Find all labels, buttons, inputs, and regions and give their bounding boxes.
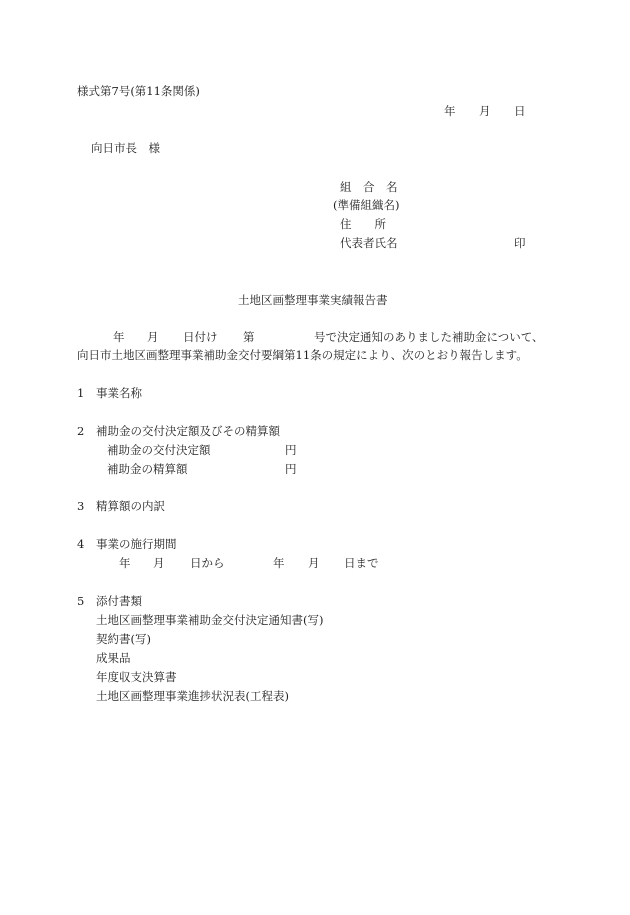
section-number: 3 xyxy=(77,499,85,513)
section-number: 4 xyxy=(77,537,85,551)
date-month: 月 xyxy=(479,104,491,118)
period-from-year: 年 xyxy=(119,556,131,570)
decision-amount-label: 補助金の交付決定額 xyxy=(107,443,211,457)
decision-amount-unit: 円 xyxy=(285,443,297,457)
intro-line2: 向日市土地区画整理事業補助金交付要綱第11条の規定により、次のとおり報告します。 xyxy=(77,348,528,362)
intro-number-prefix: 第 xyxy=(243,330,255,344)
settlement-amount-label: 補助金の精算額 xyxy=(107,462,188,476)
attachment-item: 土地区画整理事業補助金交付決定通知書(写) xyxy=(96,613,324,627)
section-heading: 精算額の内訳 xyxy=(96,499,165,513)
attachment-item: 年度収支決算書 xyxy=(96,670,177,684)
section-heading: 事業名称 xyxy=(96,386,142,400)
date-day: 日 xyxy=(514,104,526,118)
section-number: 2 xyxy=(77,424,85,438)
section-heading: 添付書類 xyxy=(96,594,142,608)
attachment-item: 成果品 xyxy=(96,651,131,665)
period-from-day: 日から xyxy=(190,556,225,570)
prep-org-name-label: (準備組織名) xyxy=(333,198,400,212)
intro-year: 年 xyxy=(113,330,125,344)
attachment-item: 契約書(写) xyxy=(96,632,151,646)
address-label: 住 所 xyxy=(340,217,386,231)
section-number: 5 xyxy=(77,594,85,608)
section-heading: 補助金の交付決定額及びその精算額 xyxy=(96,424,280,438)
form-number: 様式第7号(第11条関係) xyxy=(77,84,200,98)
section-heading: 事業の施行期間 xyxy=(96,537,177,551)
document-title: 土地区画整理事業実績報告書 xyxy=(238,293,388,307)
intro-dated: 日付け xyxy=(183,330,218,344)
period-from-month: 月 xyxy=(153,556,165,570)
org-name-label: 組 合 名 xyxy=(340,180,398,194)
attachment-item: 土地区画整理事業進捗状況表(工程表) xyxy=(96,689,289,703)
section-number: 1 xyxy=(77,386,85,400)
period-to-day: 日まで xyxy=(344,556,379,570)
intro-month: 月 xyxy=(147,330,159,344)
settlement-amount-unit: 円 xyxy=(285,462,297,476)
seal-mark: 印 xyxy=(514,236,526,250)
addressee: 向日市長 様 xyxy=(91,141,160,155)
date-year: 年 xyxy=(444,104,456,118)
period-to-month: 月 xyxy=(308,556,320,570)
period-to-year: 年 xyxy=(273,556,285,570)
representative-label: 代表者氏名 xyxy=(340,236,398,250)
intro-line1-tail: 号で決定通知のありました補助金について、 xyxy=(314,330,544,344)
